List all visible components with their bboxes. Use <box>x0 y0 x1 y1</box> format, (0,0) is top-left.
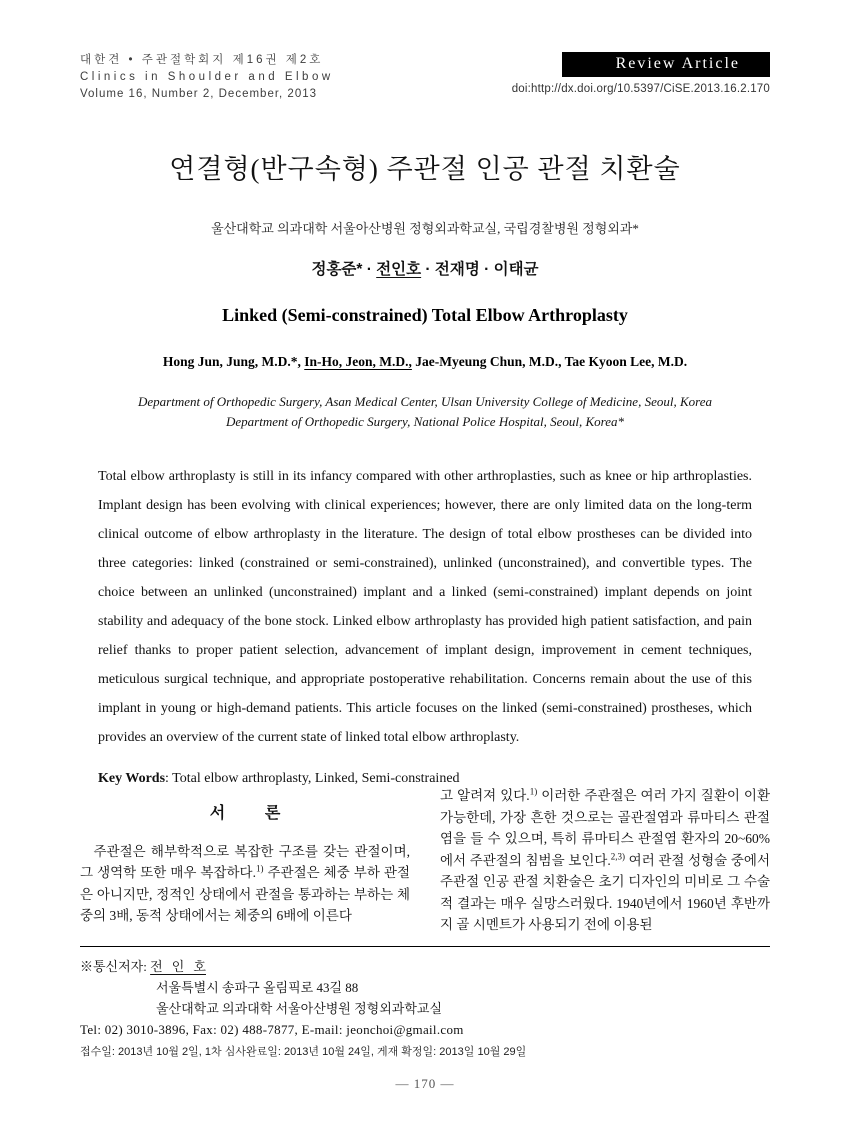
correspondence-contact: Tel: 02) 3010-3896, Fax: 02) 488-7877, E-mail: jeonchoi@gmail.com <box>80 1022 464 1037</box>
citation-ref-2: 1) <box>529 786 538 797</box>
journal-info <box>80 52 334 103</box>
body-columns <box>80 785 770 936</box>
journal-name-english: Clinics in Shoulder and Elbow <box>80 71 334 83</box>
left-column <box>80 785 410 936</box>
authors-en-pre: Hong Jun, Jung, M.D.*, <box>162 354 305 369</box>
body-paragraph-right <box>440 785 770 936</box>
doi-text: doi:http://dx.doi.org/10.5397/CiSE.2013.16.2.170 <box>511 83 770 95</box>
right-seg-2: 이러한 주관절은 여러 가지 질환이 이환 가능한데, 가장 흔한 것으로는 골관절염과 류마티스 관절염을 들 수 있으며, 특히 류마티스 관절염 환자의 20~60%에서 주관절의 침범을 보인다. <box>440 788 771 868</box>
section-heading-introduction: 서 론 <box>209 805 281 822</box>
right-seg-3: 여러 관절 성형술 중에서 주관절 인공 관절 치환술은 초기 디자인의 미비로 그 수술적 결과는 매우 실망스러웠다. 1940년에서 1960년 후반까지 골 시멘트가 사용되기 전에 이용된 <box>440 852 770 932</box>
corresponding-author-line <box>80 956 770 977</box>
masthead <box>80 52 770 103</box>
article-type-badge: Review Article <box>562 52 770 77</box>
affiliation-english-1: Department of Orthopedic Surgery, Asan Medical Center, Ulsan University College of Medicine, Seoul, Korea <box>138 394 712 409</box>
citation-ref-3: 2,3) <box>610 851 626 861</box>
journal-issue: Volume 16, Number 2, December, 2013 <box>80 88 318 100</box>
author-separator: · <box>362 261 377 278</box>
correspondence-address-2: 울산대학교 의과대학 서울아산병원 정형외과학교실 <box>156 1001 443 1016</box>
authors-english <box>80 354 770 370</box>
affiliation-korean: 울산대학교 의과대학 서울아산병원 정형외과학교실, 국립경찰병원 정형외과* <box>211 221 639 236</box>
journal-name-korean: 대한견 • 주관절학회지 제16권 제2호 <box>80 54 324 66</box>
abstract-text: Total elbow arthroplasty is still in its infancy compared with other arthroplasties, such as knee or hip arthroplasties. Implant design has been evolving with clinical experiences; however, there are only limited data on the long-term clinical outcome of elbow arthroplasty in the literature. The design of total elbow prostheses can be divided into three categories: linked (constrained or semi-constrained), unlinked (unconstrained), and convertible types. The choice between an unlinked (unconstrained) implant and a linked (semi-constrained) implant depends on joint stability and adequacy of the bone stock. Linked elbow arthroplasty has provided high patient satisfaction, and pain relief thanks to proper patient selection, advancement of implant design, improvement in cement techniques, meticulous surgical technique, and appropriate postoperative rehabilitation. Concerns remain about the use of this implant in young or high-demand patients. This article focuses on the linked (semi-constrained) prostheses, which provides an overview of the current state of linked total elbow arthroplasty. <box>98 469 752 745</box>
authors-korean <box>80 257 770 279</box>
page-number: — 170 — <box>395 1076 455 1091</box>
left-seg-2: 주관절은 체중 부하 관절은 아니지만, 정적인 상태에서 관절을 통과하는 부하는 체중의 3배, 동적 상태에서는 체중의 6배에 이른다 <box>80 865 410 923</box>
keywords-value: : Total elbow arthroplasty, Linked, Semi-constrained <box>165 771 460 786</box>
corresponding-label: ※통신저자: <box>80 959 151 974</box>
author-en-corresponding: In-Ho, Jeon, M.D., <box>304 354 412 369</box>
authors-en-post: Jae-Myeung Chun, M.D., Tae Kyoon Lee, M.D. <box>411 354 688 369</box>
affiliations-english <box>80 392 770 432</box>
title-english: Linked (Semi-constrained) Total Elbow Arthroplasty <box>222 305 628 325</box>
keywords-label: Key Words <box>98 771 166 786</box>
body-paragraph-left <box>80 841 410 927</box>
author-ko-1: 정홍준* <box>311 261 363 278</box>
submission-dates: 접수일: 2013년 10월 2일, 1차 심사완료일: 2013년 10월 24일, 게재 확정일: 2013일 10월 29일 <box>80 1046 527 1058</box>
left-seg-1: 주관절은 해부학적으로 복잡한 구조를 갖는 관절이며, 그 생역학 또한 매우 복잡하다. <box>80 843 410 880</box>
authors-ko-rest: · 전재명 · 이태균 <box>421 261 539 278</box>
corresponding-name: 전 인 호 <box>150 959 206 974</box>
right-seg-1: 고 알려져 있다. <box>440 788 530 803</box>
citation-ref-1: 1) <box>255 863 264 874</box>
right-column <box>440 785 770 936</box>
affiliation-english-2: Department of Orthopedic Surgery, National Police Hospital, Seoul, Korea* <box>225 414 625 429</box>
correspondence-address-1: 서울특별시 송파구 올림픽로 43길 88 <box>156 980 359 995</box>
author-ko-corresponding: 전인호 <box>376 261 422 278</box>
article-type-block <box>512 52 770 95</box>
correspondence-footnote <box>80 946 770 1063</box>
title-korean: 연결형(반구속형) 주관절 인공 관절 치환술 <box>169 154 681 184</box>
